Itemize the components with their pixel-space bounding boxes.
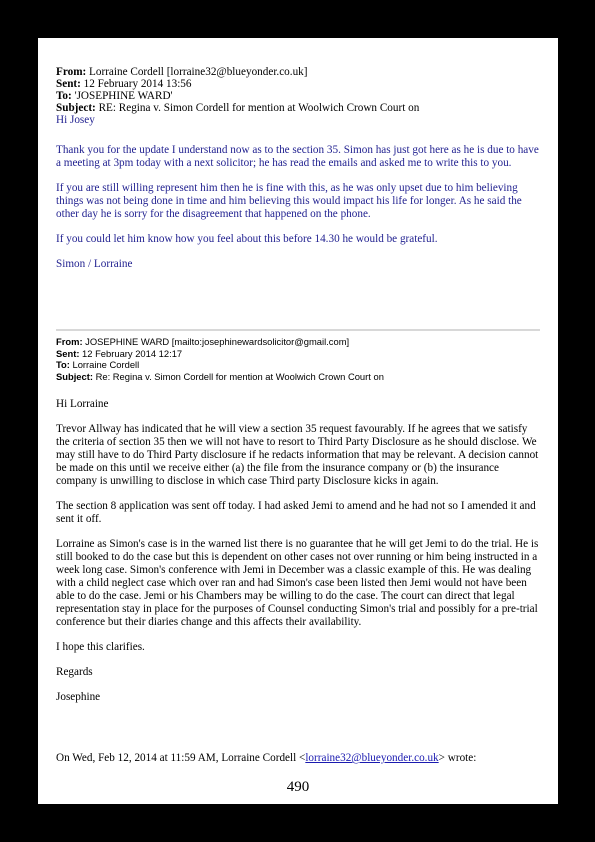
original-from-value: JOSEPHINE WARD [mailto:josephinewardsolicitor@gmail.com] xyxy=(85,336,350,347)
original-to-value: Lorraine Cordell xyxy=(72,359,140,370)
reply-greeting: Hi Josey xyxy=(56,114,95,126)
original-sent-label: Sent: xyxy=(56,347,80,359)
reply-sent-label: Sent: xyxy=(56,78,81,90)
quoted-prefix: On Wed, Feb 12, 2014 at 11:59 AM, Lorraine Cordell < xyxy=(56,752,306,764)
original-body xyxy=(56,398,540,716)
page-number: 490 xyxy=(286,779,310,795)
reply-email-header xyxy=(56,66,546,126)
quoted-header xyxy=(56,752,546,765)
quoted-suffix: > wrote: xyxy=(438,752,477,764)
reply-to-label: To: xyxy=(56,90,72,102)
original-closing: Regards xyxy=(56,666,93,678)
original-greeting: Hi Lorraine xyxy=(56,398,109,410)
original-paragraph: Lorraine as Simon's case is in the warned list there is no guarantee that he will get Jemi to do the trial. He is still booked to do the case but this is dependent on other cases not over running or him being instructed in a week long case. Simon's conference with Jemi in December was a classic example of this. He was dealing with a child neglect case which over ran and had Simon's case been listed then Jemi would not have been able to do the case. Jemi or his Chambers may be willing to do the case. The court can direct that legal representation stay in place for the purposes of Counsel conducting Simon's trial and possibly for a pre-trial conference but their diaries change and this affects their availability. xyxy=(56,538,539,628)
original-subject-line xyxy=(56,371,546,383)
reply-sent-line xyxy=(56,78,546,90)
reply-subject-line xyxy=(56,102,546,114)
original-paragraph: I hope this clarifies. xyxy=(56,641,145,653)
reply-paragraph: If you are still willing represent him then he is fine with this, as he was only upset due to him believing things was not being done in time and him believing this would impact his life for longer. As he said the other day he is sorry for the disagreement that happened on the phone. xyxy=(56,182,522,220)
original-to-label: To: xyxy=(56,359,70,370)
original-signature: Josephine xyxy=(56,691,101,703)
original-email-header xyxy=(56,336,546,382)
original-paragraph: Trevor Allway has indicated that he will view a section 35 request favourably. If he agrees that we satisfy the criteria of section 35 then we will not have to resort to Third Party Disclosure as he should disclose. We may still have to do Third Party disclosure if he redacts information that may be relevant. A decision cannot be made on this until we receive either (a) the file from the insurance company or (b) the insurance company is unwilling to disclose in which case Third party Disclosure kicks in again. xyxy=(56,423,539,487)
reply-paragraph: If you could let him know how you feel about this before 14.30 he would be grateful. xyxy=(56,233,438,245)
original-to-line xyxy=(56,359,546,371)
reply-subject-value: RE: Regina v. Simon Cordell for mention at Woolwich Crown Court on xyxy=(98,102,420,114)
reply-subject-label: Subject: xyxy=(56,102,96,114)
reply-signature: Simon / Lorraine xyxy=(56,258,133,270)
reply-sent-value: 12 February 2014 13:56 xyxy=(83,78,192,90)
original-paragraph: The section 8 application was sent off today. I had asked Jemi to amend and he had not so I amended it and sent it off. xyxy=(56,500,536,525)
reply-to-line xyxy=(56,90,546,102)
original-subject-value: Re: Regina v. Simon Cordell for mention at Woolwich Crown Court on xyxy=(95,370,384,382)
reply-paragraph: Thank you for the update I understand now as to the section 35. Simon has just got here as he is due to have a meeting at 3pm today with a next solicitor; he has read the emails and asked me to write this to you. xyxy=(56,144,539,169)
reply-body xyxy=(56,144,546,283)
reply-from-label: From: xyxy=(56,66,87,78)
divider xyxy=(56,329,540,331)
reply-to-value: 'JOSEPHINE WARD' xyxy=(74,90,173,102)
reply-from-line xyxy=(56,66,546,78)
original-sent-line xyxy=(56,348,546,360)
original-subject-label: Subject: xyxy=(56,370,93,382)
original-sent-value: 12 February 2014 12:17 xyxy=(82,347,183,359)
quoted-email-link[interactable]: lorraine32@blueyonder.co.uk xyxy=(305,752,439,764)
document-page xyxy=(38,38,558,804)
original-from-line xyxy=(56,336,546,348)
original-from-label: From: xyxy=(56,336,83,347)
reply-from-value: Lorraine Cordell [lorraine32@blueyonder.co.uk] xyxy=(89,66,308,78)
